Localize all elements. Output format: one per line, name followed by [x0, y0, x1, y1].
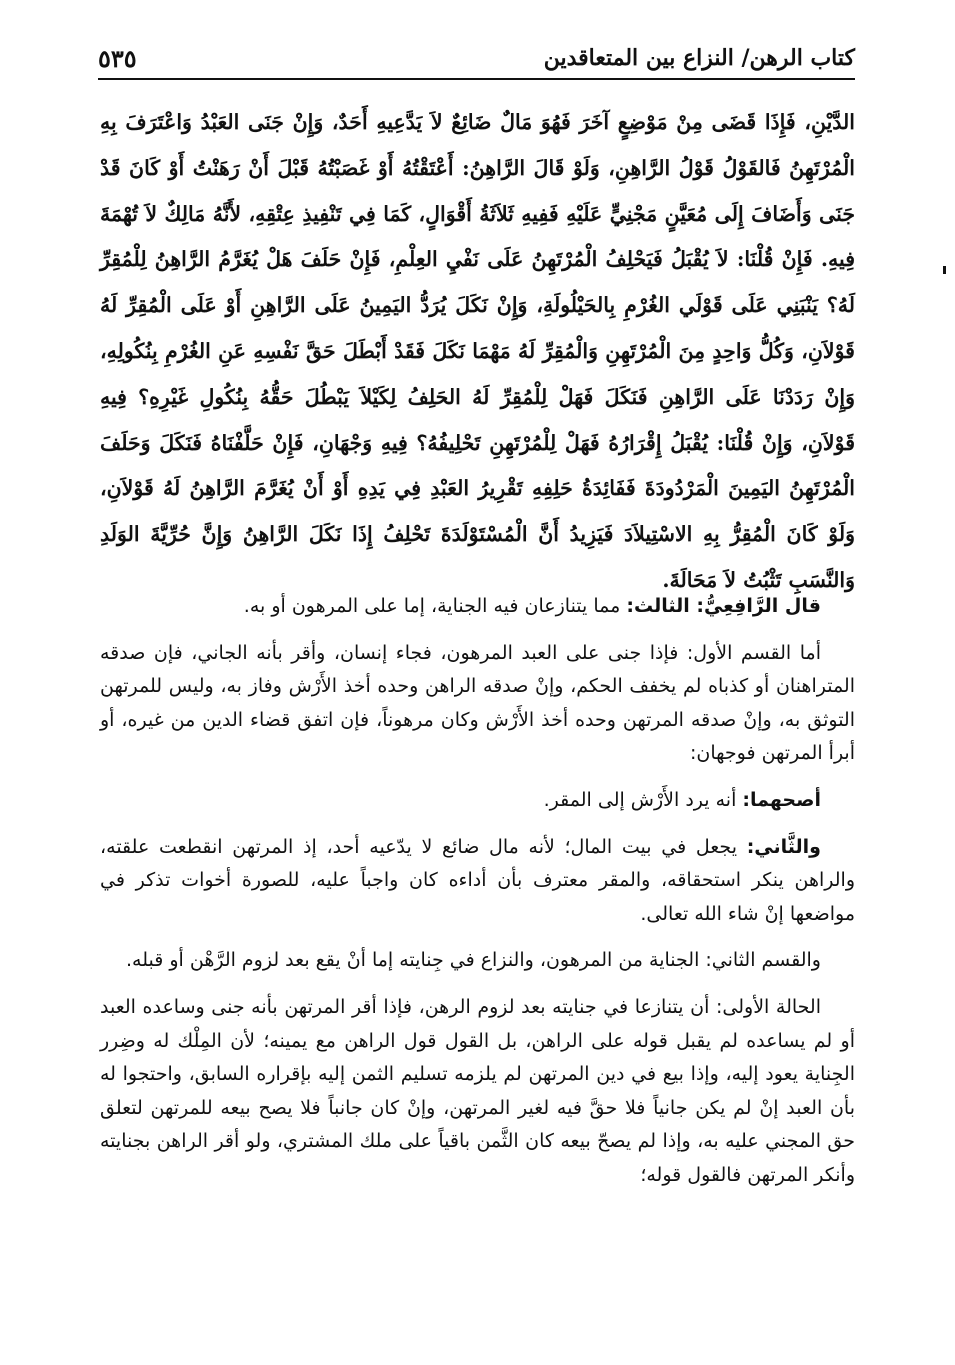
paragraph-text: يجعل في بيت المال؛ لأنه مال ضائع لا يدّعيه أحد، إذ المرتهن انقطعت علقته، والراهن ينكر استحقاقه، والمقر معترف بأن أداءه كان واجباً عليه، للصورة أخوات تذكر في مواضعها إنْ شاء الله تعالى. — [100, 835, 855, 925]
matn-text: الدَّيْنِ، فَإِذَا قَضَى مِنْ مَوْضِعٍ آخَرَ فَهُوَ مَالٌ ضَائِعٌ لاَ يَدَّعِيهِ أَحَدٌ، وَإِنْ جَنَى العَبْدُ وَاعْتَرَفَ بِهِ الْمُرْتَهِنُ فَالقَوْلُ قَوْلُ الرَّاهِنِ، وَلَوْ قَالَ الرَّاهِنُ: أَعْتَقْتُهُ أَوْ غَصَبْتُهُ قَبْلَ أَنْ رَهَنْتُ أَوْ كَانَ قَدْ جَنَى وَأَضَافَ إِلَى مُعَيَّنٍ مَجْنِيٍّ عَلَيْهِ فَفِيهِ ثَلاَثَةُ أَقْوَالٍ، كَمَا فِي تَنْفِيذِ عِتْقِهِ، لأَنَّهُ مَالِكٌ لاَ تُهْمَةَ فِيهِ. فَإِنْ قُلْنَا: لاَ يُقْبَلُ فَيَحْلِفُ الْمُرْتَهِنُ عَلَى نَفْيِ العِلْمِ، فَإِنْ حَلَفَ هَلْ يُغَرَّمُ الرَّاهِنُ لِلْمُقِرِّ لَهُ؟ يَنْبَنِي عَلَى قَوْلَي الغُرْمِ بِالحَيْلُولَةِ، وَإِنْ نَكَلَ يُرَدُّ اليَمِينُ عَلَى الرَّاهِنِ أَوْ عَلَى الْمُقِرِّ لَهُ قَوْلاَنِ، وَكُلُّ وَاحِدٍ مِنَ الْمُرْتَهِنِ وَالْمُقِرِّ لَهُ مَهْمَا نَكَلَ فَقَدْ أَبْطَلَ حَقَّ نَفْسِهِ عَنِ الغُرْمِ بِنُكُولِهِ، وَإِنْ رَدَدْنَا عَلَى الرَّاهِنِ فَنَكَلَ فَهَلْ لِلْمُقِرِّ لَهُ الحَلِفُ لِكَيْلاَ يَبْطُلَ حَقُّهُ بِنُكُولِ غَيْرِهِ؟ فِيهِ قَوْلاَنِ، وَإِنْ قُلْنَا: يُقْبَلُ إِقْرَارُهُ فَهَلْ لِلْمُرْتَهِنِ تَحْلِيفُهُ؟ فِيهِ وَجْهَانِ، فَإِنْ حَلَّفْنَاهُ فَنَكَلَ وَحَلَفَ الْمُرْتَهِنُ اليَمِينَ الْمَرْدُودَةَ فَفَائِدَةُ حَلِفِهِ تَقْرِيرُ العَبْدِ فِي يَدِهِ أَوْ أَنْ يُغَرَّمَ الرَّاهِنُ لَهُ قَوْلاَنِ، وَلَوْ كَانَ الْمُقِرُّ بِهِ الاسْتِيلاَدَ فَيَزِيدُ أَنَّ الْمُسْتَوْلَدَةَ تَحْلِفُ إِذَا نَكَلَ الرَّاهِنُ وَإِنَّ حُرِّيَّةَ الوَلَدِ وَالنَّسَبِ تَثْبُتُ لاَ مَحَالَةَ. — [100, 110, 855, 592]
commentary-paragraph — [100, 784, 855, 818]
paragraph-text: أما القسم الأول: فإذا جنى على العبد المرهون، فجاء إنسان، وأقر بأنه الجاني، فإن صدقه المتراهنان أو كذباه لم يخفف الحكم، وإنْ صدقه الراهن وحده أخذ الأَرْش وفاز به، وليس للمرتهن التوثق به، وإنْ صدقه المرتهن وحده أخذ الأَرْش وكان مرهوناً، فإن اتفق قضاء الدين من غيره، أو أبرأ المرتهن فوجهان: — [100, 641, 855, 765]
paragraph-lead: قال الرَّافِعِيُّ: الثالث: — [626, 595, 821, 617]
commentary-paragraph — [100, 590, 855, 624]
page-number: ٥٣٥ — [98, 43, 137, 73]
paragraph-text: والقسم الثاني: الجناية من المرهون، والنزاع في جِنايته إما أنْ يقع بعد لزوم الرَّهْن أو قبله. — [125, 949, 821, 972]
commentary-paragraph — [100, 944, 855, 978]
chapter-title: كتاب الرهن/ النزاع بين المتعاقدين — [543, 45, 855, 71]
paragraph-text: أنه يرد الأَرْش إلى المقر. — [543, 788, 743, 811]
commentary-paragraph — [100, 831, 855, 932]
commentary-paragraph — [100, 637, 855, 771]
margin-mark — [943, 266, 946, 274]
paragraph-text: الحالة الأولى: أن يتنازعا في جنايته بعد لزوم الرهن، فإذا أقر المرتهن بأنه جنى وساعده العبد أو لم يساعده لم يقبل قوله على الراهن، بل القول قول الراهن مع يمينه؛ لأن المِلْك له وضِرر الجِناية يعود إليه، وإذا بيع في دين المرتهن لم يلزمه تسليم الثمن إليه بإقراره السابق، واحتجوا له بأن العبد إنْ لم يكن جانياً فلا حقَّ فيه لغير المرتهن، وإنْ كان جانباً فلا يصح بيعه للمرتهن لتعلق حق المجني عليه به، وإذا لم يصحّ بيعه كان الثَّمن باقياً على ملك المشتري، ولو أقر الراهن بجنايته وأنكر المرتهن فالقول قوله؛ — [100, 995, 855, 1186]
paragraph-lead: والثَّاني: — [746, 835, 821, 858]
commentary-paragraph — [100, 991, 855, 1193]
paragraph-lead: أصحهما: — [742, 788, 821, 811]
running-header — [98, 38, 855, 80]
paragraph-text: مما يتنازعان فيه الجناية، إما على المرهون أو به. — [243, 595, 627, 617]
commentary — [100, 590, 855, 1206]
